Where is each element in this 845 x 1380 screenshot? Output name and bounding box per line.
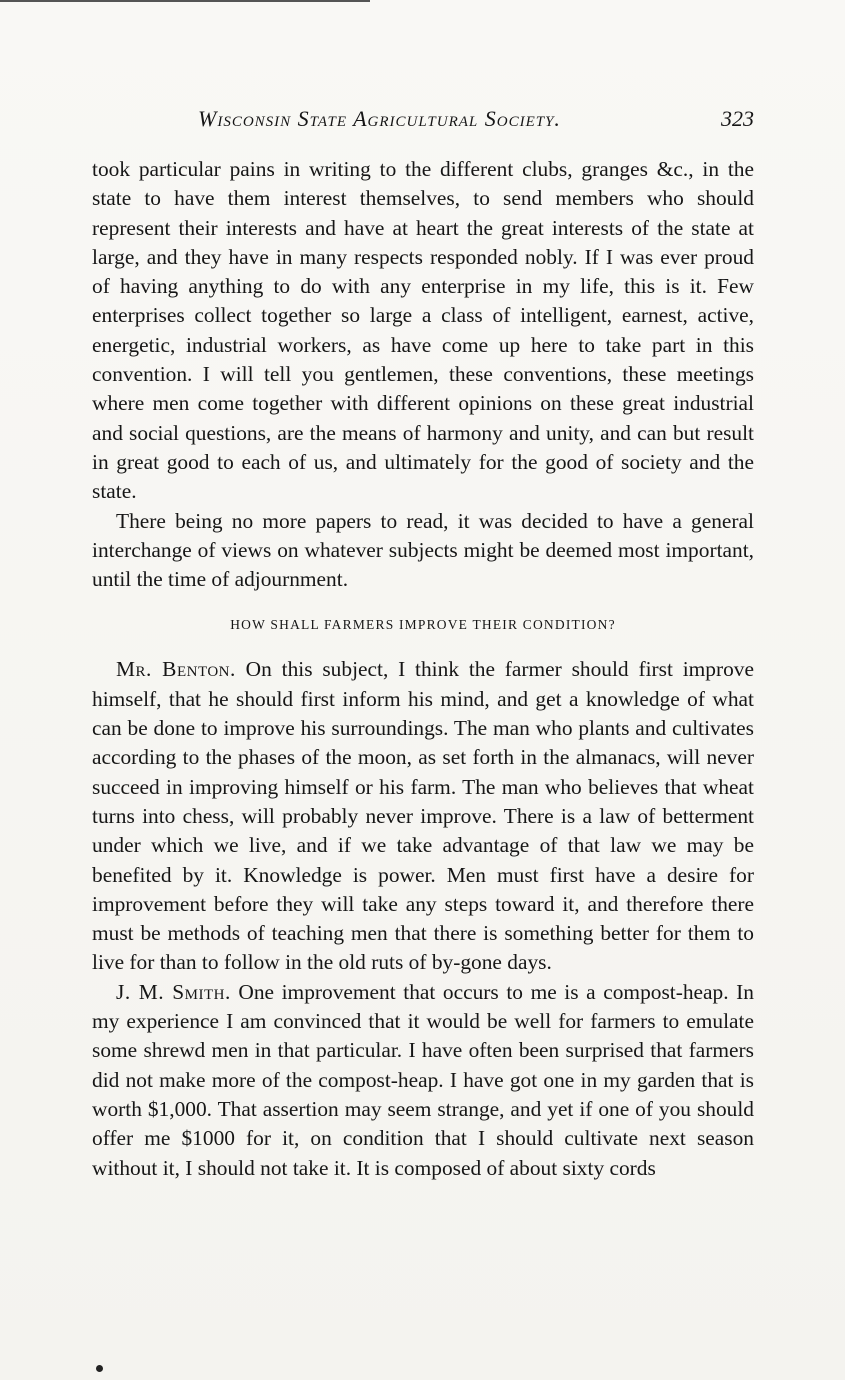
speech-text: On this subject, I think the farmer should first improve himself, that he should first inform his mind, and get a knowledge of what can be done to improve his surroundings. The man who plants and cultivates according to the phases of the moon, as set forth in the almanacs, will never succeed in improving himself or his farm. The man who believes that wheat turns into chess, will probably never improve. There is a law of betterment under which we live, and if we take advantage of that law we may be benefited by it. Knowledge is power. Men must first have a desire for improvement before they will take any steps toward it, and therefore there must be methods of teaching men that there is something better for them to live for than to follow in the old ruts of by-gone days. — [92, 657, 754, 975]
top-rule — [0, 0, 370, 2]
paragraph-adjournment: There being no more papers to read, it was decided to have a general interchange of views on whatever subjects might be deemed most important, until the time of adjournment. — [92, 508, 754, 592]
speaker-name: Mr. Benton. — [116, 657, 236, 682]
paragraph-continuation: took particular pains in writing to the different clubs, granges &c., in the state to have them interest themselves, to send members who should represent their interests and have at heart the great interests of the state at large, and they have in many respects responded nobly. If I was ever proud of having anything to do with any enterprise in my life, this is it. Few enterprises collect together so large a class of intelligent, earnest, active, energetic, industrial workers, as have come up here to take part in this convention. I will tell you gentlemen, these conventions, these meetings where men come together with different opinions on these great industrial and social questions, are the means of harmony and unity, and can but result in great good to each of us, and ultimately for the good of society and the state. — [92, 157, 754, 504]
paragraph-smith — [92, 978, 754, 1183]
speaker-name: J. M. Smith. — [116, 979, 231, 1004]
running-title: Wisconsin State Agricultural Society. — [198, 106, 561, 131]
paragraph-benton — [92, 655, 754, 977]
section-heading: HOW SHALL FARMERS IMPROVE THEIR CONDITION? — [230, 617, 616, 633]
speech-text: One improvement that occurs to me is a compost-heap. In my experience I am convinced that it would be well for farmers to emulate some shrewd men in that particular. I have often been surprised that farmers did not make more of the compost-heap. I have got one in my garden that is worth $1,000. That assertion may seem strange, and yet if one of you should offer me $1000 for it, on condition that I should cultivate next season without it, I should not take it. It is composed of about sixty cords — [92, 979, 754, 1180]
ink-speck — [96, 1365, 103, 1372]
page-number: 323 — [721, 106, 754, 131]
page-body — [92, 155, 754, 1183]
running-header — [198, 106, 754, 136]
